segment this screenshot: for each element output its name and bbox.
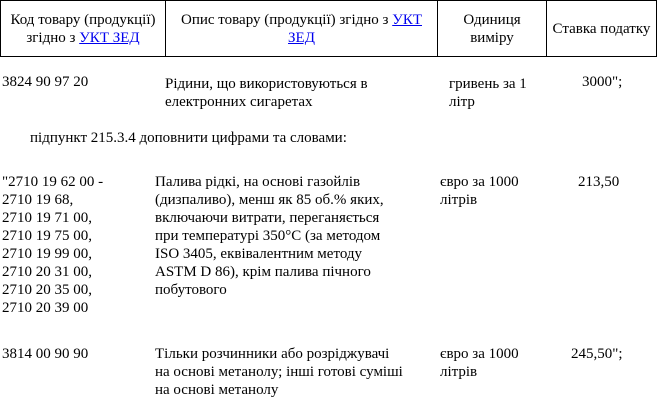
header-unit-line2: виміру — [470, 29, 514, 46]
row3-code: 3814 00 90 90 — [2, 346, 89, 362]
row1-rate: 3000"; — [582, 74, 623, 90]
header-code-line1: Код товару (продукції) — [10, 11, 156, 28]
header-desc-prefix: Опис товару (продукції) згідно з — [181, 11, 393, 28]
header-rate-line1: Ставка податку — [552, 20, 651, 37]
row2-desc-line2: (дизпаливо), менш як 85 об.% яких, — [155, 192, 384, 208]
row2-desc-line6: ASTM D 86), крім палива пічного — [155, 264, 371, 280]
header-description — [166, 1, 437, 56]
row2-code-line7: 2710 20 35 00, — [2, 282, 92, 298]
row1-unit-line1: гривень за 1 — [449, 76, 527, 92]
row2-code-line2: 2710 19 68, — [2, 192, 74, 208]
row3-unit-line2: літрів — [440, 364, 478, 380]
row2-unit-line1: євро за 1000 — [440, 174, 519, 190]
ukt-zed-link[interactable]: УКТ ЗЕД — [79, 29, 140, 46]
row2-desc-line4: при температурі 350°С (за методом — [155, 228, 381, 244]
header-border-right — [656, 1, 657, 56]
table-header — [0, 0, 657, 57]
subparagraph-note: підпункт 215.3.4 доповнити цифрами та словами: — [30, 130, 347, 146]
header-rate — [547, 1, 656, 56]
row2-code-line8: 2710 20 39 00 — [2, 300, 89, 316]
row3-desc-line2: на основі метанолу; інші готові суміші — [155, 364, 403, 380]
header-unit-line1: Одиниця — [463, 11, 521, 28]
row2-code-line4: 2710 19 75 00, — [2, 228, 92, 244]
row2-rate: 213,50 — [578, 174, 620, 190]
row3-desc-line1: Тільки розчинники або розріджувачі — [155, 346, 390, 362]
row2-code-line1: "2710 19 62 00 - — [2, 174, 104, 190]
zed-link[interactable]: ЗЕД — [288, 29, 315, 46]
header-code-prefix: згідно з — [26, 29, 80, 46]
row2-unit-line2: літрів — [440, 192, 478, 208]
row2-desc-line1: Палива рідкі, на основі газойлів — [155, 174, 361, 190]
row2-code-line5: 2710 19 99 00, — [2, 246, 92, 262]
row1-desc-line1: Рідини, що використовуються в — [165, 76, 368, 92]
header-code — [1, 1, 165, 56]
row2-desc-line5: ISO 3405, еквівалентним методу — [155, 246, 363, 262]
row2-code-line6: 2710 20 31 00, — [2, 264, 92, 280]
row1-code: 3824 90 97 20 — [2, 74, 89, 90]
row2-desc-line3: включаючи витрати, переганяється — [155, 210, 380, 226]
row3-desc-line3: на основі метанолу — [155, 382, 279, 398]
row3-unit-line1: євро за 1000 — [440, 346, 519, 362]
row3-rate: 245,50"; — [571, 346, 623, 362]
ukt-link[interactable]: УКТ — [392, 11, 422, 28]
row1-unit-line2: літр — [449, 94, 475, 110]
row2-code-line3: 2710 19 71 00, — [2, 210, 92, 226]
header-unit — [438, 1, 546, 56]
row2-desc-line7: побутового — [155, 282, 227, 298]
row1-desc-line2: електронних сигаретах — [165, 94, 313, 110]
